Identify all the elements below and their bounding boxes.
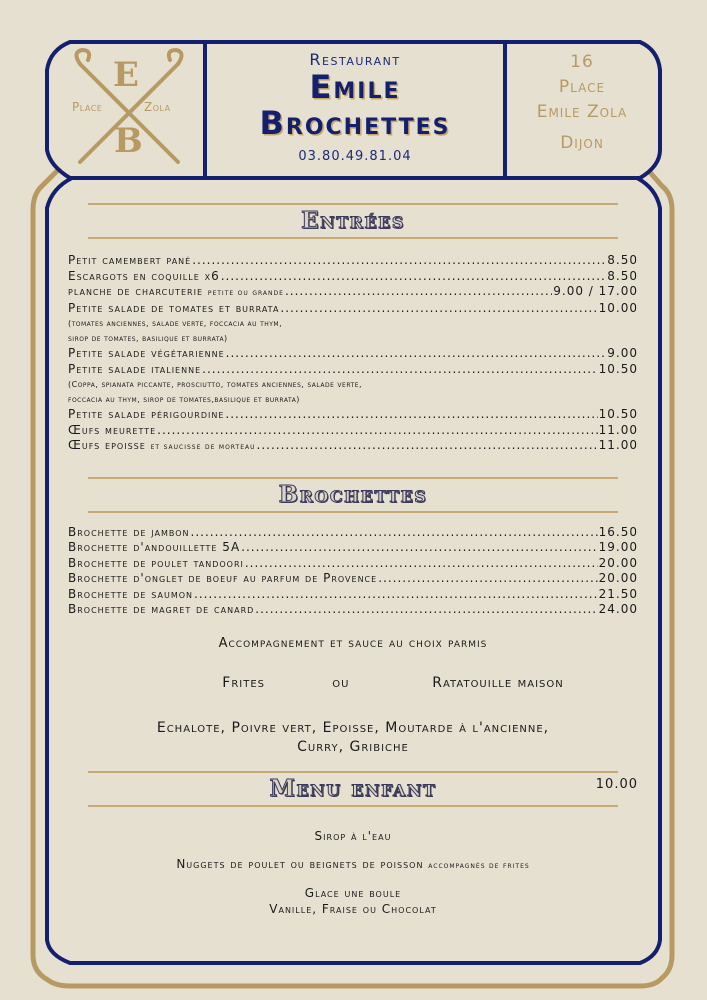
address-city: Dijon	[560, 133, 604, 153]
price: 21.50	[598, 586, 638, 601]
section-title-brochettes: Brochettes	[278, 480, 428, 508]
kids-drink: Sirop à l'eau	[314, 828, 392, 843]
menu-item: Œufs epoisse et saucisse de morteau ..... 11.00	[68, 438, 638, 455]
menu-item: Brochette de magret de canard ..... 24.00	[68, 602, 638, 618]
address-block	[507, 50, 657, 156]
menu-item: Brochette de jambon ..... 16.50	[68, 525, 638, 541]
menu-item: Petite salade de tomates et burrata ..... 10.00	[68, 301, 638, 317]
price: 9.00	[607, 346, 638, 360]
side-frites: Frites	[222, 674, 265, 691]
menu-item: Brochette d'andouillette 5A ..... 19.00	[68, 540, 638, 556]
item-description: sirop de tomates, basilique et burrata)	[68, 334, 228, 343]
price: 11.00	[598, 438, 638, 452]
price: 10.00	[598, 300, 638, 315]
section-header-menu-enfant	[88, 771, 638, 807]
item-description: (tomates anciennes, salade verte, foccacia au thym,	[68, 319, 283, 328]
price: 10.50	[598, 407, 638, 421]
menu-content	[68, 200, 638, 917]
price: 20.00	[598, 571, 638, 585]
address-number: 16	[570, 52, 594, 72]
item-description: (Coppa, spianata piccante, prosciutto, tomates anciennes, salade verte,	[68, 380, 363, 389]
restaurant-name-line1: Emile	[309, 68, 401, 106]
menu-item: Petite salade périgourdine ..... 10.50	[68, 407, 638, 423]
menu-item: Petite salade végétarienne ..... 9.00	[68, 346, 638, 362]
logo-zola-word: Zola	[144, 100, 171, 114]
menu-item: Brochette d'onglet de boeuf au parfum de Provence ..... 20.00	[68, 571, 638, 587]
price: 10.50	[598, 361, 638, 376]
side-or: ou	[332, 674, 350, 691]
logo-letter-e: E	[113, 55, 139, 95]
menu-item: Petit camembert pané ..... 8.50	[68, 253, 638, 269]
price: 11.00	[598, 422, 638, 437]
menu-item: Brochette de saumon ..... 21.50	[68, 587, 638, 603]
side-ratatouille: Ratatouille maison	[432, 674, 564, 691]
entrees-list	[68, 253, 638, 455]
menu-item: Brochette de poulet tandoori ..... 20.00	[68, 556, 638, 572]
address-street: Emile Zola	[536, 102, 628, 122]
sauces-line1: Echalote, Poivre vert, Epoisse, Moutarde à l'ancienne,	[156, 719, 550, 736]
price: 20.00	[598, 555, 638, 570]
accompaniment-intro: Accompagnement et sauce au choix parmis	[218, 635, 488, 651]
price: 24.00	[598, 602, 638, 616]
phone-number: 03.80.49.81.04	[298, 149, 412, 164]
kids-dessert: Glace une boule	[304, 885, 402, 900]
menu-item: planche de charcuterie petite ou grande ..... 9.00 / 17.00	[68, 284, 638, 301]
menu-item: Escargots en coquille x6 ..... 8.50	[68, 269, 638, 285]
sauces-line2: Curry, Gribiche	[297, 738, 409, 755]
kids-main: Nuggets de poulet ou beignets de poisson accompagnés de frites	[176, 856, 530, 871]
sides-choice	[68, 675, 638, 691]
price: 8.50	[607, 253, 638, 267]
logo-place-word: Place	[72, 100, 103, 114]
price: 8.50	[607, 268, 638, 283]
address-place: Place	[558, 77, 606, 97]
item-description: foccacia au thym, sirop de tomates,basilique et burrata)	[68, 395, 300, 404]
price: 9.00 / 17.00	[553, 284, 638, 298]
menu-enfant-price: 10.00	[595, 776, 638, 792]
section-title-entrees: Entrées	[301, 207, 405, 234]
restaurant-label: Restaurant	[309, 50, 401, 69]
section-header-entrees	[88, 203, 618, 239]
menu-item: Œufs meurette ..... 11.00	[68, 423, 638, 439]
section-header-brochettes	[88, 477, 618, 513]
restaurant-title-block	[207, 42, 503, 176]
price: 19.00	[598, 540, 638, 554]
price: 16.50	[598, 524, 638, 539]
section-title-menu-enfant: Menu enfant	[269, 774, 437, 802]
menu-item: Petite salade italienne ..... 10.50	[68, 362, 638, 378]
restaurant-name-line2: Brochettes	[259, 104, 451, 142]
logo-letter-b: B	[114, 121, 143, 161]
kids-dessert-flavors: Vanille, Fraise ou Chocolat	[269, 901, 437, 916]
brochettes-list	[68, 525, 638, 618]
logo	[50, 42, 202, 176]
